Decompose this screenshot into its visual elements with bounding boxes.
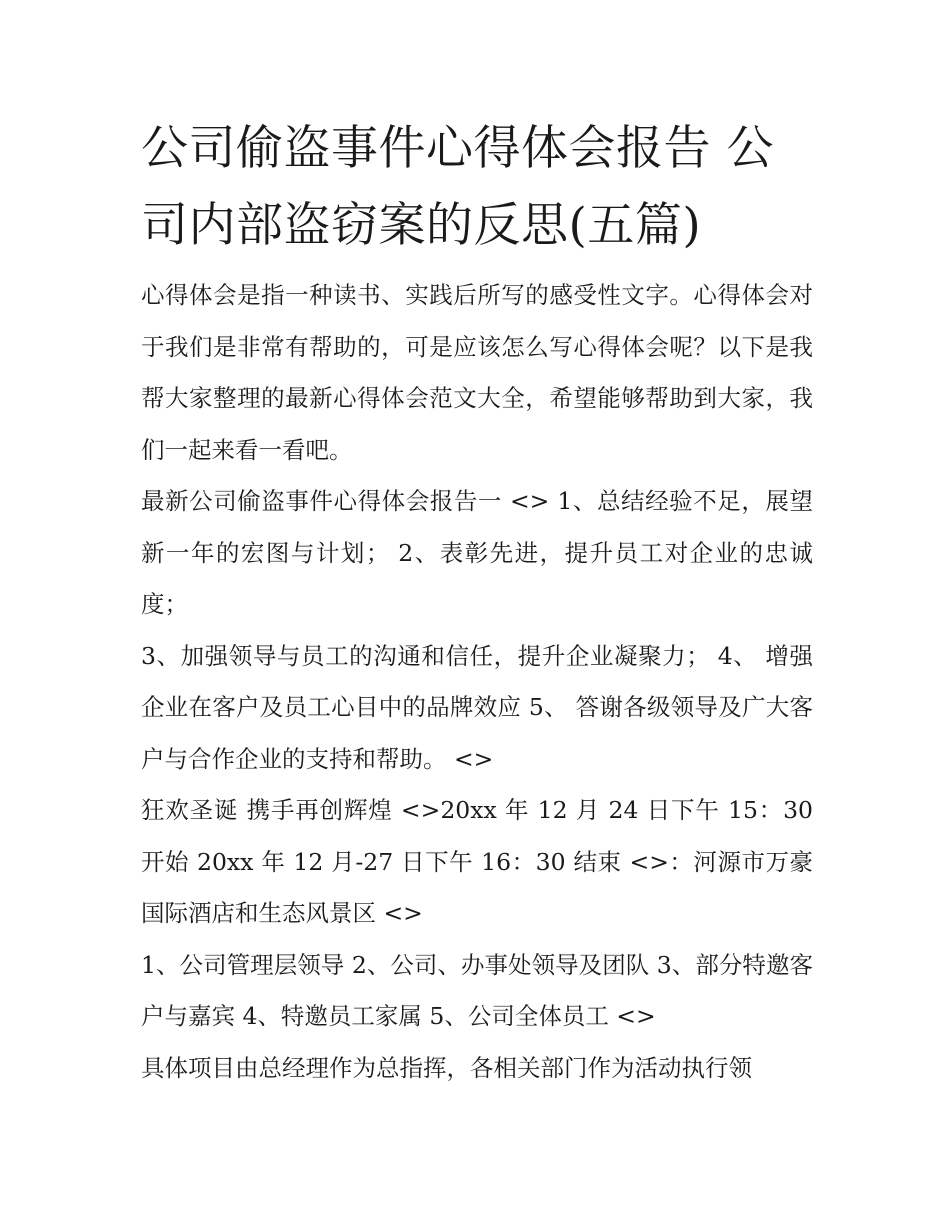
paragraph-report-one: 最新公司偷盗事件心得体会报告一 <> 1、总结经验不足，展望新一年的宏图与计划； 2、表彰先进，提升员工对企业的忠诚度； — [141, 487, 813, 618]
document-title: 公司偷盗事件心得体会报告 公司内部盗窃案的反思(五篇) — [141, 121, 774, 253]
paragraph-attendees: 1、公司管理层领导 2、公司、办事处领导及团队 3、部分特邀客户与嘉宾 4、特邀员工家属 5、公司全体员工 <> — [141, 950, 813, 1030]
paragraph-event-time-place: 狂欢圣诞 携手再创辉煌 <>20xx 年 12 月 24 日下午 15：30 开始 20xx 年 12 月-27 日下午 16：30 结束 <>：河源市万豪国际酒店和生态风景区 <> — [141, 796, 813, 927]
paragraph-organization: 具体项目由总经理作为总指挥，各相关部门作为活动执行领 — [141, 1053, 752, 1082]
paragraph-goals: 3、加强领导与员工的沟通和信任，提升企业凝聚力； 4、 增强企业在客户及员工心目中的品牌效应 5、 答谢各级领导及广大客户与合作企业的支持和帮助。 <> — [141, 641, 813, 773]
paragraph-intro: 心得体会是指一种读书、实践后所写的感受性文字。心得体会对于我们是非常有帮助的，可是应该怎么写心得体会呢？以下是我帮大家整理的最新心得体会范文大全，希望能够帮助到大家，我们一起来看一看吧。 — [141, 281, 813, 464]
document-page — [141, 110, 813, 1094]
